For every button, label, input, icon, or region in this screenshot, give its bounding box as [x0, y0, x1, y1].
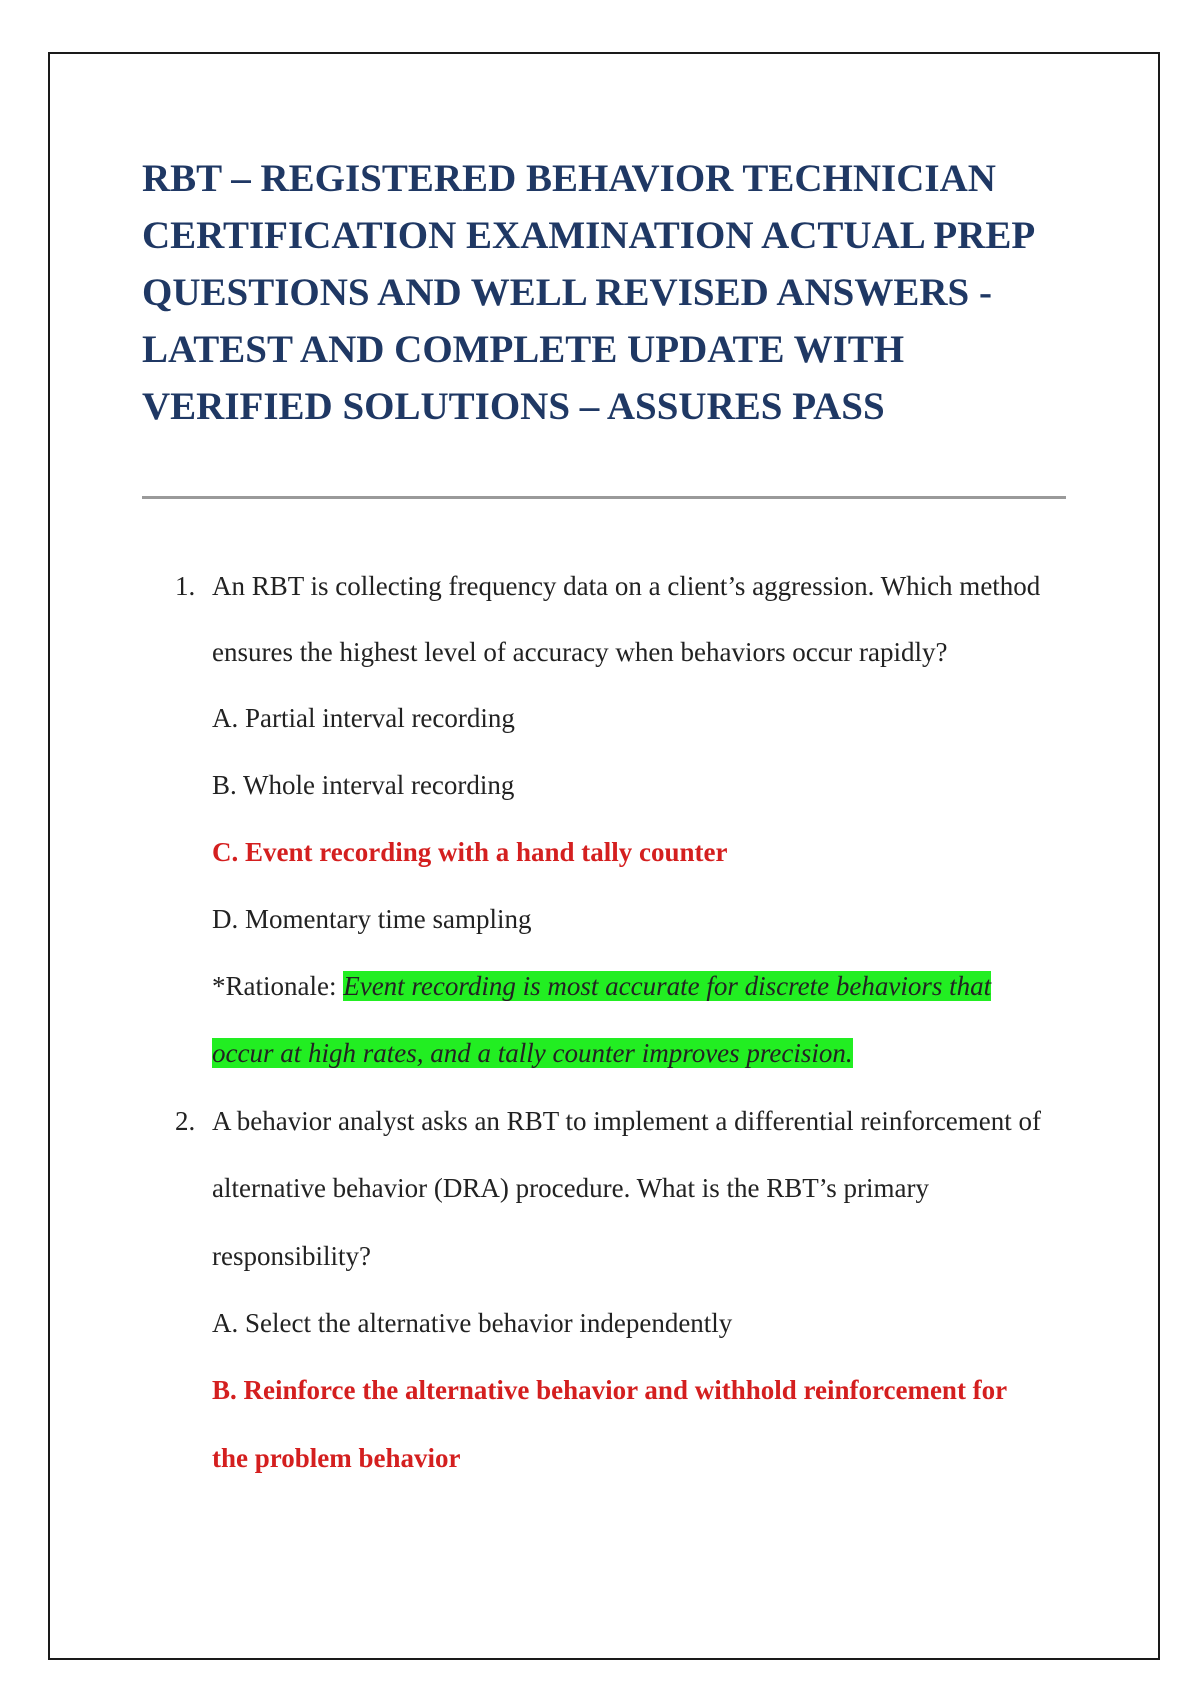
title-line: LATEST AND COMPLETE UPDATE WITH [142, 328, 905, 371]
title-line: RBT – REGISTERED BEHAVIOR TECHNICIAN [142, 157, 996, 200]
answer-option: A. Select the alternative behavior independently [212, 1308, 733, 1338]
question-stem-line: A behavior analyst asks an RBT to implement a differential reinforcement of [212, 1106, 1042, 1136]
answer-option: B. Whole interval recording [212, 770, 515, 800]
title-line: QUESTIONS AND WELL REVISED ANSWERS - [142, 271, 992, 314]
correct-answer-option: the problem behavior [212, 1443, 461, 1473]
question-stem-line: ensures the highest level of accuracy when behaviors occur rapidly? [212, 637, 948, 667]
question-number: 2. [175, 1106, 196, 1136]
correct-answer-option: B. Reinforce the alternative behavior and withhold reinforcement for [212, 1375, 1008, 1405]
answer-option: A. Partial interval recording [212, 703, 515, 733]
question-stem-line: An RBT is collecting frequency data on a client’s aggression. Which method [212, 571, 1041, 601]
rationale-line [212, 968, 991, 1004]
question-number: 1. [175, 571, 196, 601]
answer-option: D. Momentary time sampling [212, 904, 532, 934]
question-stem-line: responsibility? [212, 1241, 371, 1271]
rationale-highlight: Event recording is most accurate for discrete behaviors that [343, 971, 992, 1001]
title-line: VERIFIED SOLUTIONS – ASSURES PASS [142, 385, 885, 428]
rationale-line [212, 1035, 853, 1071]
rationale-label: *Rationale: [212, 971, 344, 1001]
title-line: CERTIFICATION EXAMINATION ACTUAL PREP [142, 214, 1036, 257]
rationale-highlight: occur at high rates, and a tally counter improves precision. [212, 1038, 853, 1068]
question-stem-line: alternative behavior (DRA) procedure. What is the RBT’s primary [212, 1173, 930, 1203]
correct-answer-option: C. Event recording with a hand tally counter [212, 837, 728, 867]
